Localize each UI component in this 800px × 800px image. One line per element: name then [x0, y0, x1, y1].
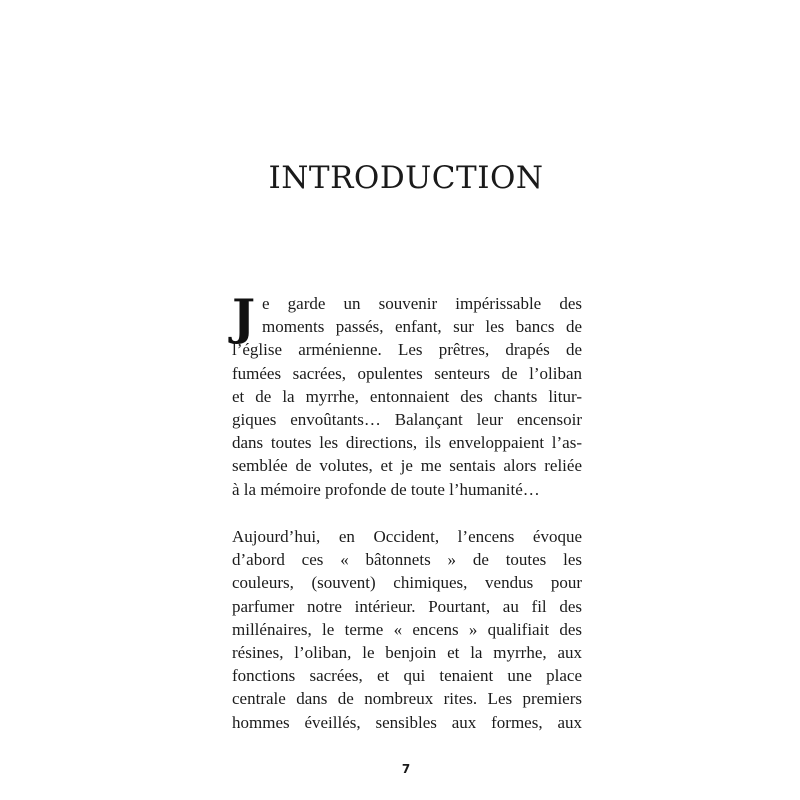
paragraph-line: l’église arménienne. Les prêtres, drapés de: [232, 340, 582, 360]
page-title: INTRODUCTION: [268, 160, 544, 196]
paragraph-line: fonctions sacrées, et qui tenaient une place: [232, 666, 582, 686]
paragraph-line: à la mémoire profonde de toute l’humanité…: [232, 479, 540, 499]
paragraph-line: hommes éveillés, sensibles aux formes, aux: [232, 712, 582, 732]
paragraph-line: d’abord ces « bâtonnets » de toutes les: [232, 550, 582, 570]
paragraph-line: couleurs, (souvent) chimiques, vendus pour: [232, 573, 582, 593]
paragraph-line: résines, l’oliban, le benjoin et la myrrhe, aux: [232, 642, 582, 662]
paragraph-line: centrale dans de nombreux rites. Les premiers: [232, 689, 582, 709]
paragraph-line: parfumer notre intérieur. Pourtant, au fil des: [232, 596, 582, 616]
paragraph-line: semblée de volutes, et je me sentais alors reliée: [232, 456, 582, 476]
intro-paragraph-1: [232, 288, 582, 501]
paragraph-line: giques envoûtants… Balançant leur encensoir: [232, 409, 582, 429]
paragraph-line: fumées sacrées, opulentes senteurs de l’oliban: [232, 363, 582, 383]
paragraph-line: Aujourd’hui, en Occident, l’encens évoque: [232, 527, 582, 546]
intro-paragraph-2: [232, 525, 582, 734]
page-number: 7: [401, 762, 411, 776]
paragraph-line: et de la myrrhe, entonnaient des chants litur-: [232, 386, 582, 406]
paragraph-line: e garde un souvenir impérissable des: [262, 294, 582, 313]
paragraph-line: millénaires, le terme « encens » qualifiait des: [232, 619, 582, 639]
paragraph-line: dans toutes les directions, ils enveloppaient l’as-: [232, 433, 582, 453]
paragraph-line: moments passés, enfant, sur les bancs de: [262, 317, 582, 337]
drop-cap: J: [232, 288, 256, 346]
